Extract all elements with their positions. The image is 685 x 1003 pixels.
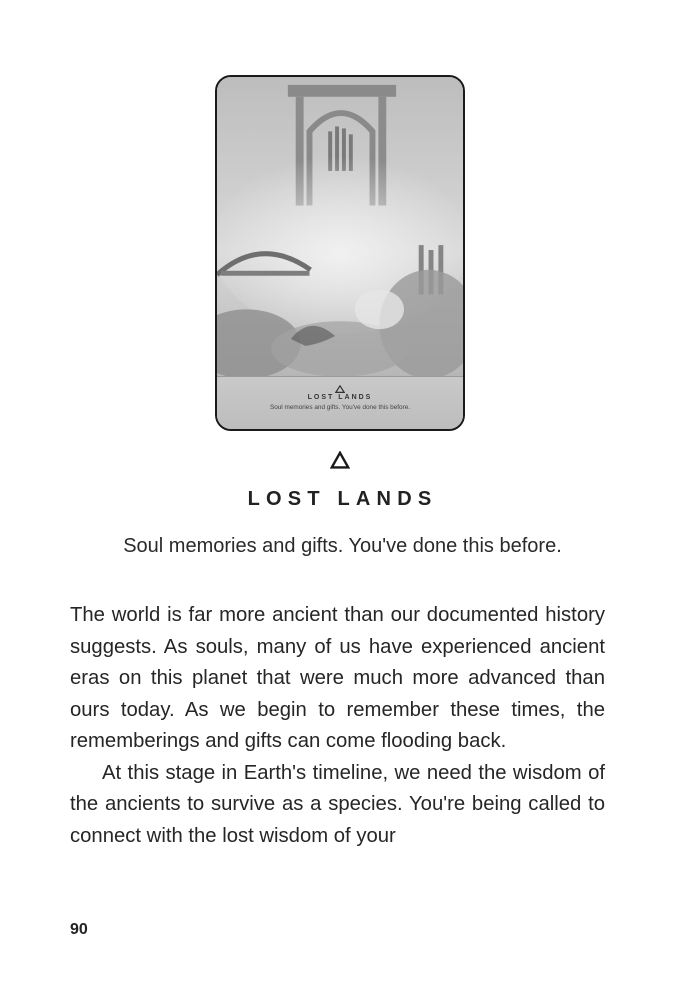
body-text — [70, 600, 605, 852]
card-caption-band — [217, 376, 463, 429]
paragraph: At this stage in Earth's timeline, we need the wisdom of the ancients to survive as a species. You're being called to connect with the lost wisdom of your — [70, 761, 605, 847]
page-number: 90 — [70, 921, 88, 938]
card-subtitle: Soul memories and gifts. You've done this before. — [269, 404, 411, 411]
card-title: LOST LANDS — [307, 394, 373, 401]
page-subtitle: Soul memories and gifts. You've done this before. — [123, 535, 562, 557]
triangle-icon — [330, 451, 350, 469]
page-title: LOST LANDS — [247, 488, 438, 510]
triangle-icon — [335, 385, 345, 393]
paragraph: The world is far more ancient than our documented history suggests. As souls, many of us have experienced ancient eras on this planet that were much more advanced than ours today. As we begin to remember these times, the rememberings and gifts can come flooding back. — [70, 604, 605, 752]
oracle-card-image — [215, 75, 465, 431]
